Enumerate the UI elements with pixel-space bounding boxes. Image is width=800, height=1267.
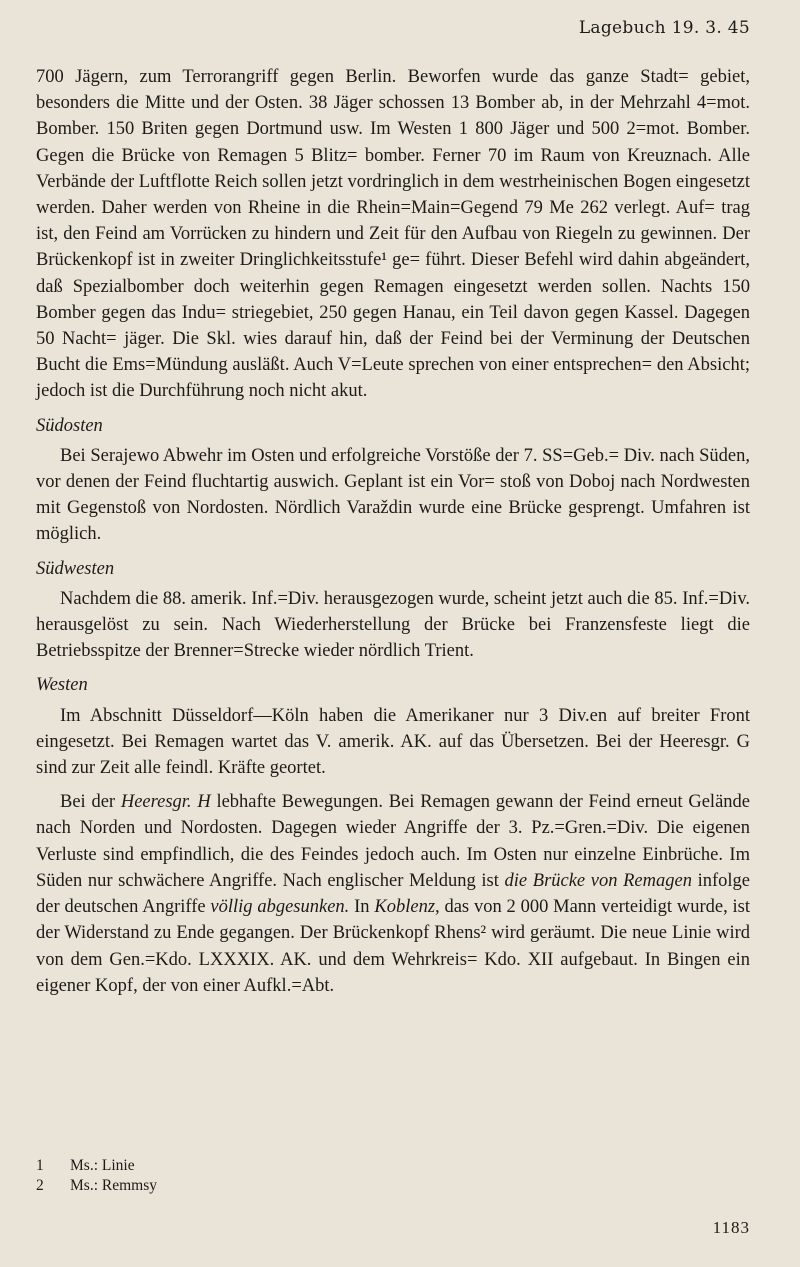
- text-run: In: [349, 897, 375, 918]
- running-head: Lagebuch 19. 3. 45: [578, 18, 750, 38]
- paragraph-luftlage: 700 Jägern, zum Terrorangriff gegen Berlin. Beworfen wurde das ganze Stadt= gebiet, besonders die Mitte und der Osten. 38 Jäger schossen 13 Bomber ab, in der Mehrzahl 4=mot. Bomber. 150 Briten gegen Dortmund usw. Im Westen 1 800 Jäger und 500 2=mot. Bomber. Gegen die Brücke von Remagen 5 Blitz= bomber. Ferner 70 im Raum von Kreuznach. Alle Verbände der Luftflotte Reich sollen jetzt vordringlich in dem westrheinischen Bogen eingesetzt werden. Daher werden von Rheine in die Rhein=Main=Gegend 79 Me 262 verlegt. Auf= trag ist, den Feind am Vorrücken zu hindern und Zeit für den Aufbau von Riegeln zu gewinnen. Der Brückenkopf ist in zweiter Dringlichkeitsstufe¹ ge= führt. Dieser Befehl wird dahin abgeändert, daß Spezialbomber doch weiterhin gegen Remagen eingesetzt werden sollen. Nachts 150 Bomber gegen das Indu= striegebiet, 250 gegen Hanau, ein Teil davon gegen Kassel. Dagegen 50 Nacht= jäger. Die Skl. wies darauf hin, daß der Feind bei der Verminung der Deutschen Bucht die Ems=Mündung ausläßt. Auch V=Leute sprechen von einer entsprechen= den Absicht; jedoch ist die Durchführung noch nicht akut.: [36, 67, 750, 402]
- footnote-number: 2: [36, 1177, 44, 1194]
- text-run: Bei der: [60, 792, 121, 813]
- emphasis-abgesunken: völlig abgesunken.: [210, 897, 350, 918]
- text-run: lebhafte Bewegungen. Bei Remagen gewann der Feind erneut Gelände nach Norden und Nordosten. Dagegen wieder Angriffe der 3. Pz.=Gren.=Div. Die eigenen Verluste sind empfindlich, die des Feindes jedoch auch. Im Osten nur einzelne Einbrüche. Im Süden nur schwächere Angriffe. Nach englischer Meldung ist: [36, 792, 750, 891]
- footnotes: [36, 1156, 157, 1196]
- footnote-text: Ms.: Remmsy: [70, 1177, 157, 1194]
- emphasis-koblenz: Koblenz,: [374, 897, 440, 918]
- section-heading-suedwesten: Südwesten: [36, 558, 115, 579]
- footnote-1: [36, 1156, 157, 1176]
- body-text: [36, 64, 750, 999]
- footnote-2: [36, 1176, 157, 1196]
- emphasis-heeresgr-h: Heeresgr. H: [120, 792, 211, 813]
- footnote-number: 1: [36, 1157, 44, 1174]
- text-run: infolge der deutschen Angriffe: [36, 870, 750, 918]
- page-number: 1183: [712, 1218, 750, 1237]
- emphasis-bruecke: die Brücke von Remagen: [504, 870, 692, 891]
- paragraph-heeresgruppe-h: [36, 789, 750, 999]
- section-heading-westen: Westen: [36, 675, 88, 696]
- text-run: das von 2 000 Mann verteidigt wurde, ist der Widerstand zu Ende gegangen. Der Brückenkopf Rhens² wird geräumt. Die neue Linie wird von dem Gen.=Kdo. LXXXIX. AK. und dem Wehrkreis= Kdo. XII aufgebaut. In Bingen ein eigener Kopf, der von einer Aufkl.=Abt.: [36, 897, 750, 996]
- paragraph-westen: Im Abschnitt Düsseldorf—Köln haben die Amerikaner nur 3 Div.en auf breiter Front eingesetzt. Bei Remagen wartet das V. amerik. AK. auf das Übersetzen. Bei der Heeresgr. G sind zur Zeit alle feindl. Kräfte geortet.: [36, 705, 750, 779]
- section-heading-suedosten: Südosten: [36, 415, 103, 436]
- paragraph-suedwesten: Nachdem die 88. amerik. Inf.=Div. herausgezogen wurde, scheint jetzt auch die 85. Inf.=Div. herausgelöst zu sein. Nach Wiederherstellung der Brücke bei Franzensfeste liegt die Betriebsspitze der Brenner=Strecke wieder nördlich Trient.: [36, 588, 750, 662]
- footnote-text: Ms.: Linie: [70, 1157, 135, 1174]
- paragraph-suedosten: Bei Serajewo Abwehr im Osten und erfolgreiche Vorstöße der 7. SS=Geb.= Div. nach Süden, vor denen der Feind fluchtartig auswich. Geplant ist ein Vor= stoß von Doboj nach Nordwesten mit Gegenstoß von Nordosten. Nördlich Varaždin wurde eine Brücke gesprengt. Umfahren ist möglich.: [36, 445, 750, 545]
